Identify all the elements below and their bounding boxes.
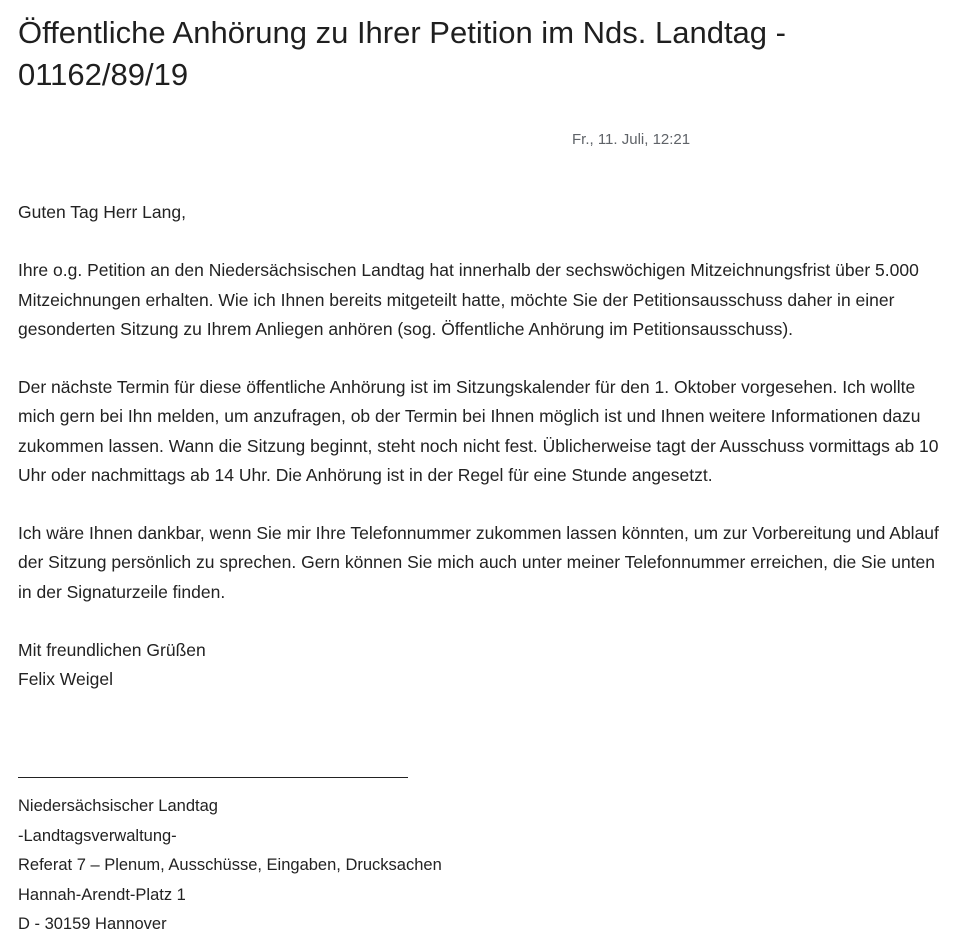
email-body [18,198,948,694]
signature-city: D - 30159 Hannover [18,915,167,933]
email-paragraph: Ich wäre Ihnen dankbar, wenn Sie mir Ihre Telefonnummer zukommen lassen könnten, um zur Vorbereitung und Ablauf der Sitzung persönlich zu sprechen. Gern können Sie mich auch unter meiner Telefonnummer erreichen, die Sie unten in der Signaturzeile finden. [18,523,939,602]
signature-divider [18,777,408,778]
email-subject: Öffentliche Anhörung zu Ihrer Petition im Nds. Landtag - 01162/89/19 [18,15,786,92]
email-signature [18,792,442,940]
signature-unit: Referat 7 – Plenum, Ausschüsse, Eingaben, Drucksachen [18,856,442,874]
signature-organization: Niedersächsischer Landtag [18,797,218,815]
email-closing: Mit freundlichen Grüßen [18,639,206,660]
email-paragraph: Der nächste Termin für diese öffentliche Anhörung ist im Sitzungskalender für den 1. Oktober vorgesehen. Ich wollte mich gern bei Ihn melden, um anzufragen, ob der Termin bei Ihnen möglich ist und Ihnen weitere Informationen dazu zukommen lassen. Wann die Sitzung beginnt, steht noch nicht fest. Üblicherweise tagt der Ausschuss vormittags ab 10 Uhr oder nachmittags ab 14 Uhr. Die Anhörung ist in der Regel für eine Stunde angesetzt. [18,377,939,485]
signature-street: Hannah-Arendt-Platz 1 [18,885,186,904]
email-greeting: Guten Tag Herr Lang, [18,202,186,222]
email-date: Fr., 11. Juli, 12:21 [572,131,691,148]
email-paragraph: Ihre o.g. Petition an den Niedersächsischen Landtag hat innerhalb der sechswöchigen Mitzeichnungsfrist über 5.000 Mitzeichnungen erhalten. Wie ich Ihnen bereits mitgeteilt hatte, möchte Sie der Petitionsausschuss daher in einer gesonderten Sitzung zu Ihrem Anliegen anhören (sog. Öffentliche Anhörung im Petitionsausschuss). [18,260,919,339]
signature-department: -Landtagsverwaltung- [18,826,177,845]
email-sender-name: Felix Weigel [18,669,113,690]
